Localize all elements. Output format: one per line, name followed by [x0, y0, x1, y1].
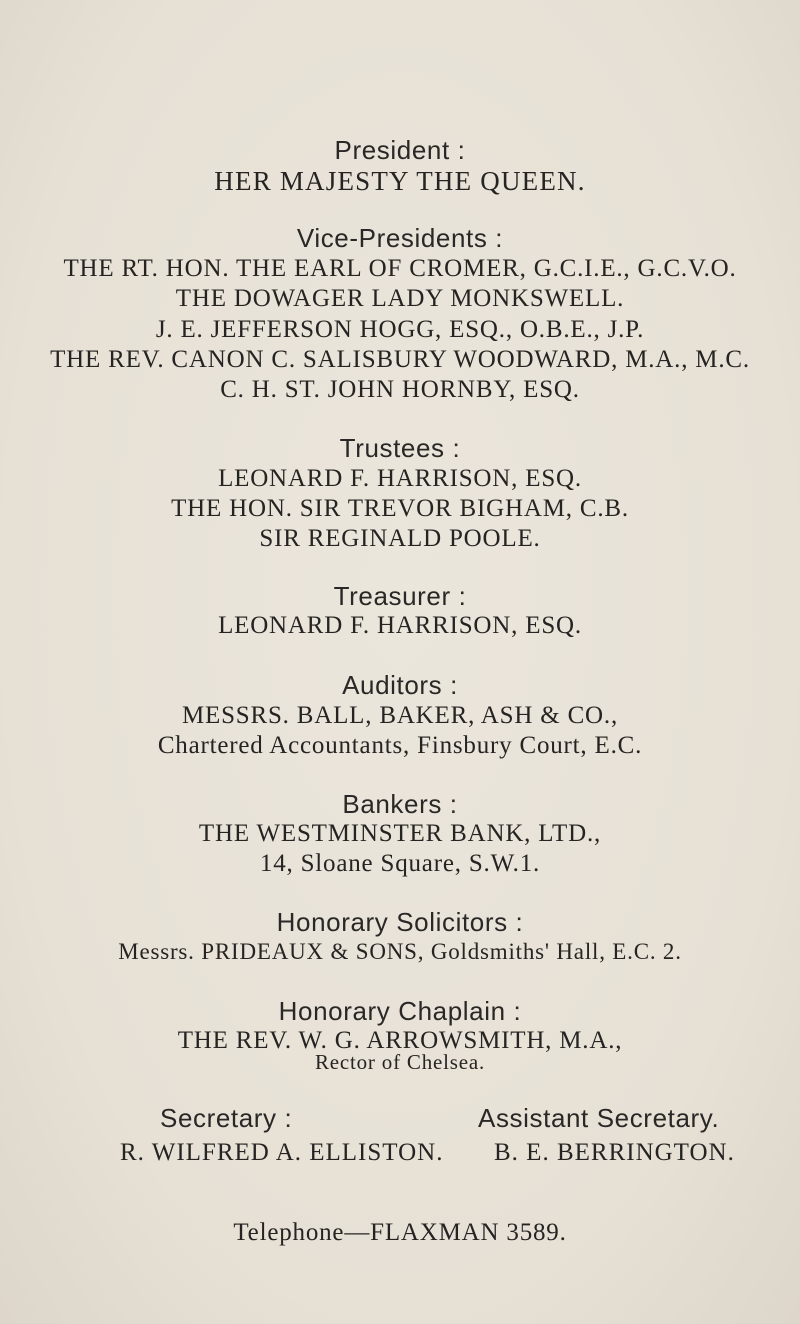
assistant-secretary-name: B. E. BERRINGTON.: [494, 1139, 735, 1166]
bankers-name: THE WESTMINSTER BANK, LTD.,: [198, 820, 602, 847]
vice-president-4: THE REV. CANON C. SALISBURY WOODWARD, M.A., M.C.: [50, 346, 750, 373]
telephone-line: Telephone—FLAXMAN 3589.: [233, 1219, 567, 1246]
treasurer-heading: Treasurer :: [333, 581, 467, 611]
vice-president-5: C. H. ST. JOHN HORNBY, ESQ.: [220, 376, 580, 403]
secretary-heading: Secretary :: [160, 1103, 293, 1133]
president-heading: President :: [334, 135, 466, 165]
chaplain-title: Rector of Chelsea.: [314, 1050, 486, 1074]
vice-president-1: THE RT. HON. THE EARL OF CROMER, G.C.I.E., G.C.V.O.: [63, 255, 737, 282]
auditors-name: MESSRS. BALL, BAKER, ASH & CO.,: [182, 702, 618, 729]
solicitors-text: Messrs. PRIDEAUX & SONS, Goldsmiths' Hall, E.C. 2.: [118, 939, 682, 964]
trustee-1: LEONARD F. HARRISON, ESQ.: [218, 465, 582, 492]
president-name: HER MAJESTY THE QUEEN.: [214, 166, 586, 196]
bankers-address: 14, Sloane Square, S.W.1.: [259, 850, 541, 877]
vice-president-3: J. E. JEFFERSON HOGG, ESQ., O.B.E., J.P.: [155, 316, 645, 343]
trustee-3: SIR REGINALD POOLE.: [259, 525, 541, 552]
secretary-name: R. WILFRED A. ELLISTON.: [120, 1139, 444, 1166]
auditors-heading: Auditors :: [342, 670, 458, 700]
solicitors-heading: Honorary Solicitors :: [276, 907, 524, 937]
vice-presidents-heading: Vice-Presidents :: [296, 223, 504, 253]
chaplain-name: THE REV. W. G. ARROWSMITH, M.A.,: [177, 1027, 623, 1054]
bankers-heading: Bankers :: [342, 789, 458, 819]
assistant-secretary-heading: Assistant Secretary.: [478, 1103, 720, 1133]
trustees-heading: Trustees :: [339, 433, 461, 463]
treasurer-name: LEONARD F. HARRISON, ESQ.: [218, 612, 582, 639]
chaplain-heading: Honorary Chaplain :: [278, 996, 522, 1026]
trustee-2: THE HON. SIR TREVOR BIGHAM, C.B.: [171, 495, 629, 522]
auditors-address: Chartered Accountants, Finsbury Court, E.C.: [157, 732, 643, 759]
vice-president-2: THE DOWAGER LADY MONKSWELL.: [175, 285, 625, 312]
